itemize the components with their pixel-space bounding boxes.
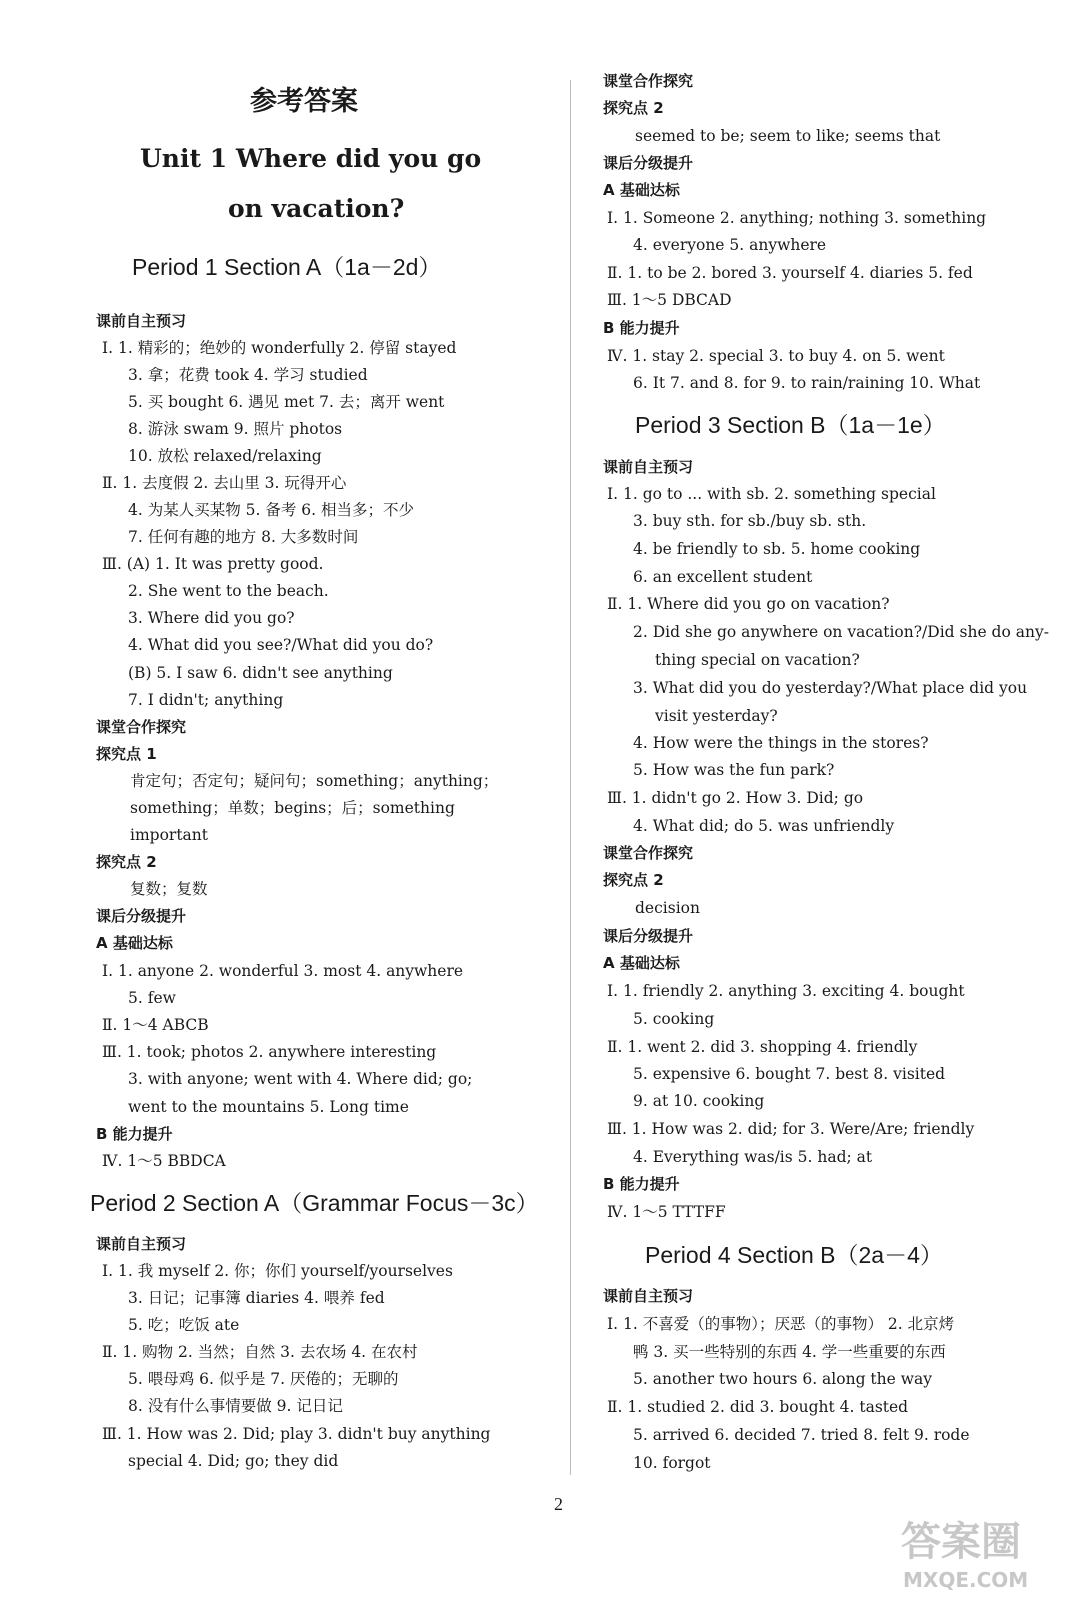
period-heading: Period 2 Section A（Grammar Focus－3c） [90,1190,539,1216]
section-heading: 探究点 1 [96,745,157,763]
column-divider [570,80,571,1475]
section-heading: 课前自主预习 [96,312,187,330]
answer-line: 8. 游泳 swam 9. 照片 photos [128,420,343,438]
section-heading: B 能力提升 [96,1125,173,1143]
answer-line: Ⅳ. 1～5 TTTFF [607,1203,726,1221]
answer-line: seemed to be; seem to like; seems that [635,127,941,145]
answer-line: 5. How was the fun park? [633,761,835,779]
answer-line: 5. few [128,989,176,1007]
answer-line: 3. Where did you go? [128,609,295,627]
answer-line: 5. 吃；吃饭 ate [128,1316,240,1334]
answer-line: 3. 拿；花费 took 4. 学习 studied [128,366,368,384]
answer-line: 2. Did she go anywhere on vacation?/Did she do any- [633,623,1049,641]
answer-line: Ⅲ. 1. How was 2. Did; play 3. didn't buy anything [102,1425,491,1443]
section-heading: A 基础达标 [603,954,680,972]
answer-line: 4. How were the things in the stores? [633,734,929,752]
section-heading: 课堂合作探究 [603,844,694,862]
answer-line: Ⅲ. (A) 1. It was pretty good. [102,555,324,573]
answer-line: Ⅳ. 1～5 BBDCA [102,1152,226,1170]
answer-line: 4. Everything was/is 5. had; at [633,1148,873,1166]
answer-line: Ⅳ. 1. stay 2. special 3. to buy 4. on 5. went [607,347,945,365]
answer-line: 肯定句；否定句；疑问句；something；anything； [130,772,499,790]
answer-line: 5. cooking [633,1010,715,1028]
answer-line: 3. 日记；记事簿 diaries 4. 喂养 fed [128,1289,385,1307]
answer-line: 3. with anyone; went with 4. Where did; go; [128,1070,473,1088]
unit-title: Unit 1 Where did you go [140,144,482,173]
answer-line: visit yesterday? [655,707,778,725]
answer-line: 4. everyone 5. anywhere [633,236,827,254]
answer-line: 5. expensive 6. bought 7. best 8. visited [633,1065,946,1083]
watermark-bottom: MXQE.COM [903,1568,1029,1592]
section-heading: A 基础达标 [603,181,680,199]
section-heading: 课前自主预习 [96,1235,187,1253]
answer-line: went to the mountains 5. Long time [128,1098,409,1116]
period-heading: Period 4 Section B（2a－4） [645,1242,943,1268]
answer-line: 4. What did you see?/What did you do? [128,636,434,654]
unit-title: on vacation? [228,194,405,223]
answer-line: 3. What did you do yesterday?/What place did you [633,679,1028,697]
answer-line: Ⅱ. 1. 去度假 2. 去山里 3. 玩得开心 [102,474,347,492]
section-heading: 探究点 2 [603,99,664,117]
answer-line: 9. at 10. cooking [633,1092,765,1110]
answer-line: important [130,826,208,844]
answer-line: thing special on vacation? [655,651,860,669]
answer-line: (B) 5. I saw 6. didn't see anything [128,664,393,682]
section-heading: B 能力提升 [603,319,680,337]
answer-line: Ⅲ. 1. didn't go 2. How 3. Did; go [607,789,864,807]
section-heading: 探究点 2 [96,853,157,871]
answer-line: 6. an excellent student [633,568,813,586]
answer-line: 5. arrived 6. decided 7. tried 8. felt 9. rode [633,1426,970,1444]
answer-line: Ⅰ. 1. 精彩的；绝妙的 wonderfully 2. 停留 stayed [102,339,457,357]
answer-line: Ⅰ. 1. go to ... with sb. 2. something special [607,485,936,503]
answer-line: 5. 买 bought 6. 遇见 met 7. 去；离开 went [128,393,445,411]
answer-line: Ⅲ. 1～5 DBCAD [607,291,732,309]
watermark-logo [895,1505,1070,1595]
answer-line: 8. 没有什么事情要做 9. 记日记 [128,1397,343,1415]
answer-line: Ⅱ. 1. Where did you go on vacation? [607,595,890,613]
section-heading: 课前自主预习 [603,458,694,476]
section-heading: 探究点 2 [603,871,664,889]
watermark-top: 答案圈 [901,1519,1021,1565]
answer-line: 4. What did; do 5. was unfriendly [633,817,895,835]
section-heading: 课后分级提升 [603,154,694,172]
answer-line: Ⅱ. 1. studied 2. did 3. bought 4. tasted [607,1398,909,1416]
answer-line: 5. another two hours 6. along the way [633,1370,932,1388]
answer-line: 鸭 3. 买一些特别的东西 4. 学一些重要的东西 [633,1343,946,1361]
section-heading: 课前自主预习 [603,1287,694,1305]
period-heading: Period 3 Section B（1a－1e） [635,412,946,438]
answer-line: 10. 放松 relaxed/relaxing [128,447,322,465]
answer-line: 6. It 7. and 8. for 9. to rain/raining 10. What [633,374,981,392]
page-number: 2 [554,1494,563,1514]
section-heading: A 基础达标 [96,934,173,952]
answer-line: 4. be friendly to sb. 5. home cooking [633,540,921,558]
page-title: 参考答案 [250,86,358,117]
answer-line: Ⅰ. 1. 不喜爱（的事物）；厌恶（的事物） 2. 北京烤 [607,1315,955,1333]
answer-line: 7. I didn't; anything [128,691,284,709]
answer-line: Ⅲ. 1. How was 2. did; for 3. Were/Are; friendly [607,1120,975,1138]
answer-line: 7. 任何有趣的地方 8. 大多数时间 [128,528,359,546]
answer-line: 2. She went to the beach. [128,582,329,600]
answer-line: Ⅰ. 1. 我 myself 2. 你；你们 yourself/yourselves [102,1262,453,1280]
answer-line: 3. buy sth. for sb./buy sb. sth. [633,512,867,530]
period-heading: Period 1 Section A（1a－2d） [132,254,442,280]
section-heading: 课堂合作探究 [603,72,694,90]
answer-line: Ⅱ. 1. went 2. did 3. shopping 4. friendly [607,1038,918,1056]
section-heading: B 能力提升 [603,1175,680,1193]
section-heading: 课后分级提升 [603,927,694,945]
answer-line: 10. forgot [633,1454,711,1472]
answer-line: Ⅱ. 1. 购物 2. 当然；自然 3. 去农场 4. 在农村 [102,1343,418,1361]
answer-line: something；单数；begins；后；something [130,799,455,817]
answer-line: 4. 为某人买某物 5. 备考 6. 相当多；不少 [128,501,415,519]
answer-line: 复数；复数 [130,880,208,898]
section-heading: 课堂合作探究 [96,718,187,736]
section-heading: 课后分级提升 [96,907,187,925]
answer-line: special 4. Did; go; they did [128,1452,339,1470]
answer-line: Ⅰ. 1. friendly 2. anything 3. exciting 4. bought [607,982,965,1000]
answer-line: Ⅰ. 1. anyone 2. wonderful 3. most 4. anywhere [102,962,464,980]
answer-line: decision [635,899,700,917]
answer-line: Ⅲ. 1. took; photos 2. anywhere interesting [102,1043,437,1061]
answer-line: 5. 喂母鸡 6. 似乎是 7. 厌倦的；无聊的 [128,1370,399,1388]
answer-line: Ⅱ. 1. to be 2. bored 3. yourself 4. diaries 5. fed [607,264,973,282]
answer-line: Ⅰ. 1. Someone 2. anything; nothing 3. something [607,209,987,227]
answer-line: Ⅱ. 1～4 ABCB [102,1016,209,1034]
